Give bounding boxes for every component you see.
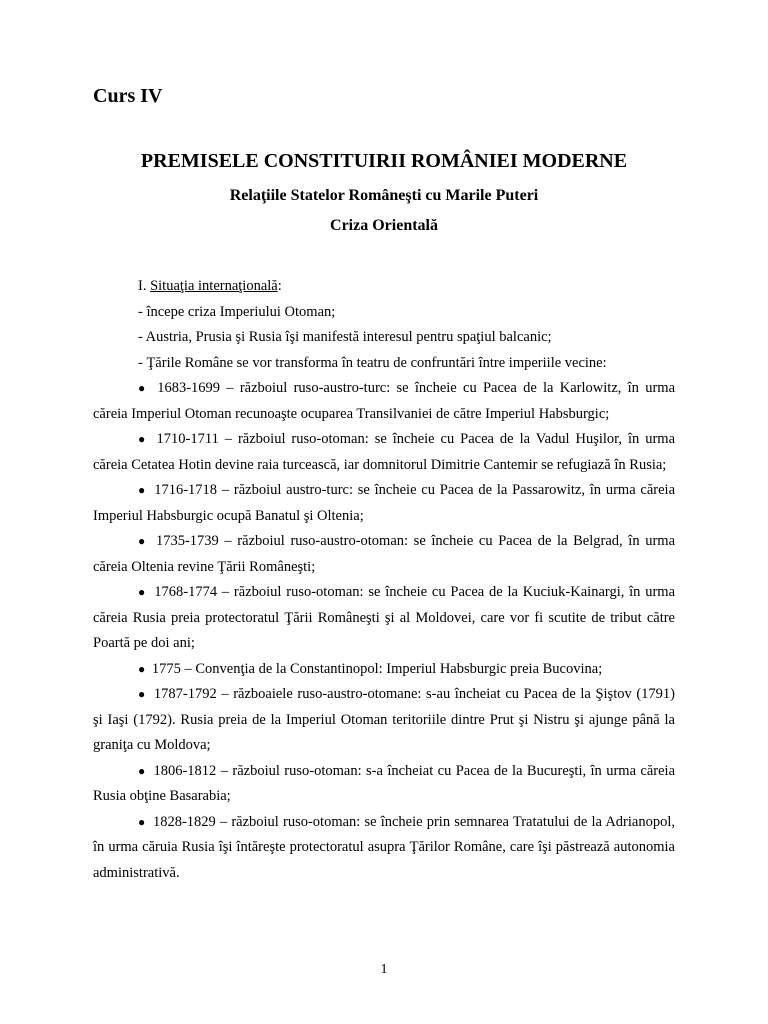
event-text: 1768-1774 – războiul ruso-otoman: se încheie cu Pacea de la Kuciuk-Kainargi, în urma căreia Rusia preia protectoratul Ţării Româneşti şi al Moldovei, care vor fi scutite de tribut către Poartă pe doi ani; [93, 584, 676, 651]
event-item [93, 529, 675, 580]
event-item [93, 657, 675, 683]
event-item [93, 427, 675, 478]
event-text: 1775 – Convenţia de la Constantinopol: Imperiul Habsburgic preia Bucovina; [151, 660, 603, 677]
intro-line: - Austria, Prusia şi Rusia îşi manifestă interesul pentru spaţiul balcanic; [138, 329, 552, 345]
bullet-icon: ● [138, 534, 148, 548]
bullet-icon: ● [138, 483, 147, 497]
event-text: 1735-1739 – războiul ruso-austro-otoman: se încheie cu Pacea de la Belgrad, în urma căreia Oltenia revine Ţării Româneşti; [93, 533, 676, 575]
bullet-icon: ● [138, 661, 146, 676]
event-item [93, 810, 675, 887]
event-item [93, 376, 675, 427]
intro-line: - Ţările Române se vor transforma în teatru de confruntări între imperiile vecine: [138, 354, 607, 371]
section-heading-text: Situaţia internaţională [150, 278, 278, 294]
document-title: PREMISELE CONSTITUIRII ROMÂNIEI MODERNE [140, 150, 628, 172]
event-item [93, 478, 675, 529]
event-item [93, 682, 675, 759]
page-number: 1 [380, 962, 388, 977]
event-text: 1683-1699 – războiul ruso-austro-turc: se încheie cu Pacea de la Karlowitz, în urma căreia Imperiul Otoman recunoaşte ocuparea Transilvaniei de către Imperiul Habsburgic; [93, 380, 676, 422]
event-item [93, 580, 675, 657]
section-heading [93, 274, 675, 300]
event-text: 1806-1812 – războiul ruso-otoman: s-a încheiat cu Pacea de la Bucureşti, în urma căreia Rusia obţine Basarabia; [93, 762, 676, 804]
bullet-icon: ● [138, 381, 148, 395]
subtitle-oriental-crisis: Criza Orientală [330, 217, 438, 234]
event-text: 1787-1792 – războaiele ruso-austro-otomane: s-au încheiat cu Pacea de la Şiştov (1791) şi Iaşi (1792). Rusia preia de la Imperiul Otoman teritoriile dintre Prut şi Nistru şi ajunge până la graniţa cu Moldova; [93, 686, 676, 753]
event-text: 1710-1711 – războiul ruso-otoman: se încheie cu Pacea de la Vadul Huşilor, în urma căreia Cetatea Hotin devine raia turcească, iar domnitorul Dimitrie Cantemir se refugiază în Rusia; [93, 431, 676, 473]
bullet-icon: ● [138, 814, 146, 829]
section-heading-suffix: : [277, 278, 282, 294]
intro-line: - începe criza Imperiului Otoman; [138, 303, 336, 320]
bullet-icon: ● [138, 763, 147, 778]
bullet-icon: ● [138, 432, 148, 446]
document-body [93, 274, 675, 886]
bullet-icon: ● [138, 585, 147, 599]
subtitle-relations: Relaţiile Statelor Româneşti cu Marile Puteri [229, 187, 539, 204]
event-item [93, 759, 675, 810]
section-number: I. [138, 278, 147, 294]
event-text: 1828-1829 – războiul ruso-otoman: se încheie prin semnarea Tratatului de la Adrianopol, în urma căruia Rusia îşi întăreşte protectoratul asupra Ţărilor Române, care îşi păstrează autonomia administrativă. [93, 813, 675, 881]
course-label: Curs IV [93, 85, 163, 107]
bullet-icon: ● [138, 687, 147, 701]
event-text: 1716-1718 – războiul austro-turc: se încheie cu Pacea de la Passarowitz, în urma căreia Imperiul Habsburgic ocupă Banatul şi Oltenia; [93, 482, 676, 524]
